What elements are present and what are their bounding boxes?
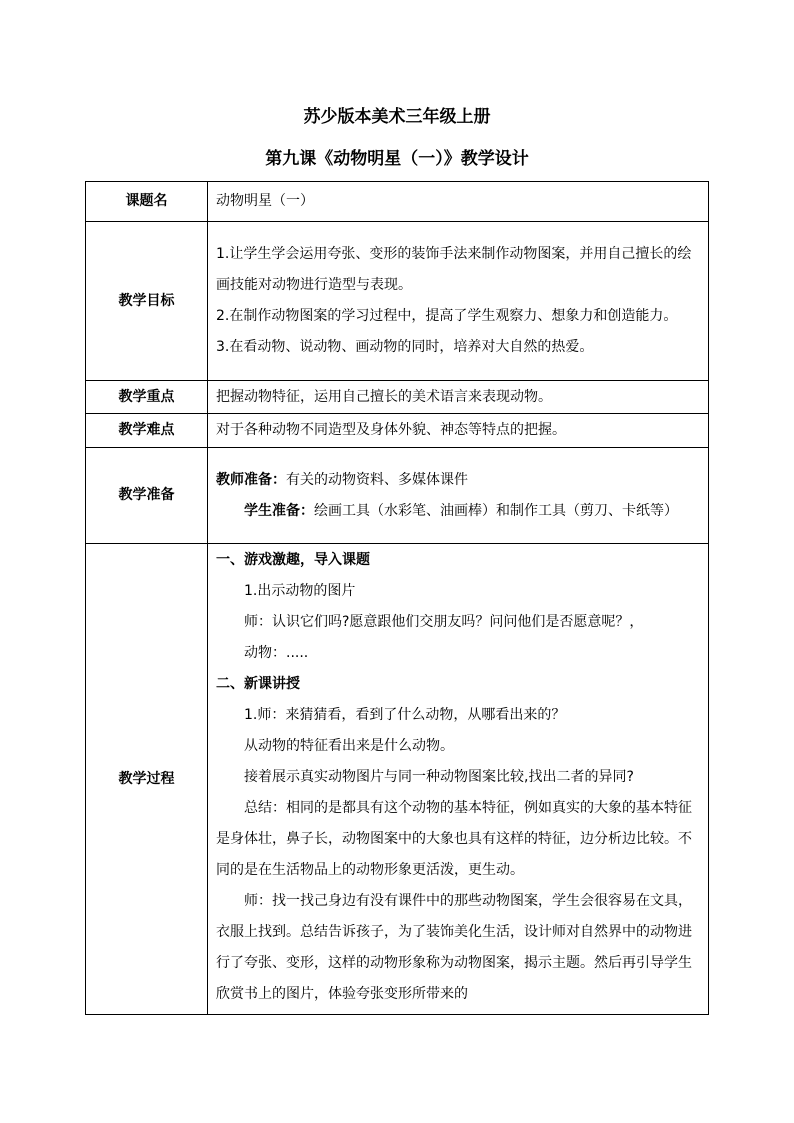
teacher-prep-label: 教师准备：	[216, 471, 286, 488]
process-paragraph: 从动物的特征看出来是什么动物。	[244, 738, 454, 754]
process-paragraph: 动物：.....	[244, 645, 309, 661]
row-prep	[86, 448, 709, 544]
key-label: 教学重点	[86, 381, 208, 414]
student-prep-text: 绘画工具（水彩笔、油画棒）和制作工具（剪刀、卡纸等）	[314, 502, 678, 519]
goal-item: 2.在制作动物图案的学习过程中，提高了学生观察力、想象力和创造能力。	[216, 308, 678, 324]
process-paragraph: 1.出示动物的图片	[244, 583, 356, 599]
process-paragraph: 接着展示真实动物图片与同一种动物图案比较,找出二者的异同?	[244, 769, 634, 785]
process-paragraph: 1.师：来猜猜看，看到了什么动物，从哪看出来的？	[244, 707, 566, 723]
process-section-title: 一、游戏激趣，导入课题	[216, 552, 370, 568]
row-goals	[86, 222, 709, 381]
row-difficulty	[86, 414, 709, 448]
key-value: 把握动物特征，运用自己擅长的美术语言来表现动物。	[208, 381, 709, 414]
doc-subtitle: 第九课《动物明星（一）》教学设计	[265, 149, 529, 169]
process-label: 教学过程	[86, 544, 208, 1015]
row-key	[86, 381, 709, 414]
process-paragraph: 师：找一找己身边有没有课件中的那些动物图案，学生会很容易在文具，衣服上找到。总结告诉孩子，为了装饰美化生活，设计师对自然界中的动物进行了夸张、变形，这样的动物形象称为动物图案，揭示主题。然后再引导学生欣赏书上的图片，体验夸张变形所带来的	[216, 893, 692, 1002]
process-paragraph: 师：认识它们吗?愿意跟他们交朋友吗？问问他们是否愿意呢？，	[244, 614, 644, 630]
process-section-title: 二、新课讲授	[216, 676, 300, 692]
student-prep	[216, 496, 700, 527]
teacher-prep	[216, 465, 700, 496]
goal-item: 1.让学生学会运用夸张、变形的装饰手法来制作动物图案，并用自己擅长的绘画技能对动物进行造型与表现。	[216, 246, 692, 293]
student-prep-label: 学生准备：	[244, 502, 314, 519]
doc-title: 苏少版本美术三年级上册	[303, 107, 491, 127]
lesson-plan-table	[85, 181, 709, 1015]
topic-value: 动物明星（一）	[208, 182, 709, 222]
prep-label: 教学准备	[86, 448, 208, 544]
goals-label: 教学目标	[86, 222, 208, 381]
teacher-prep-text: 有关的动物资料、多媒体课件	[286, 471, 468, 488]
difficulty-value: 对于各种动物不同造型及身体外貌、神态等特点的把握。	[208, 414, 709, 448]
goal-item: 3.在看动物、说动物、画动物的同时，培养对大自然的热爱。	[216, 339, 594, 355]
process-paragraph: 总结：相同的是都具有这个动物的基本特征，例如真实的大象的基本特征是身体壮，鼻子长，动物图案中的大象也具有这样的特征，边分析边比较。不同的是在生活物品上的动物形象更活泼，更生动。	[216, 800, 692, 878]
difficulty-label: 教学难点	[86, 414, 208, 448]
row-topic	[86, 182, 709, 222]
row-process	[86, 544, 709, 1015]
topic-label: 课题名	[86, 182, 208, 222]
